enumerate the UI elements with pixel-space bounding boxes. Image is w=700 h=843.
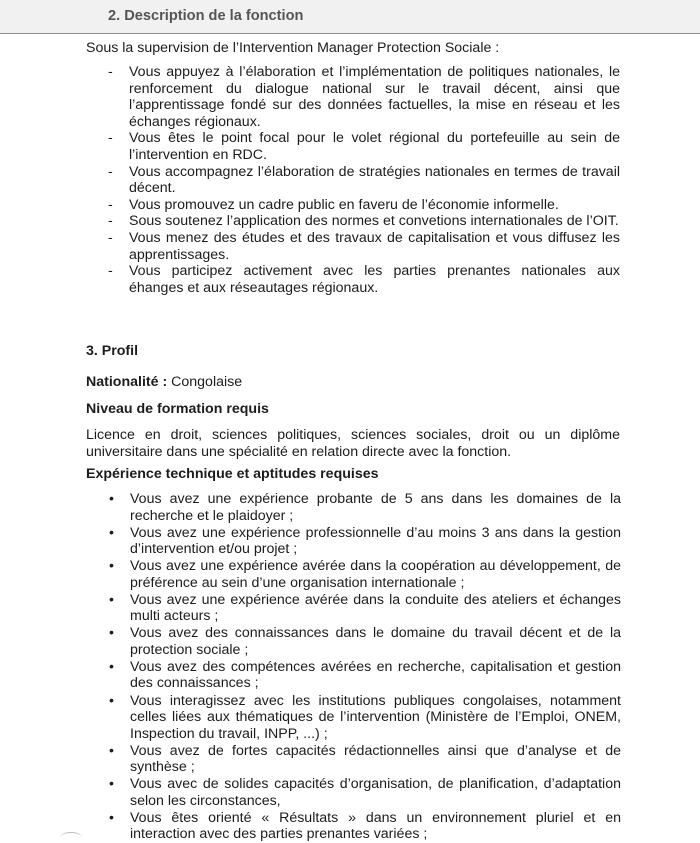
bullet-marker: • bbox=[109, 658, 114, 675]
responsibilities-list bbox=[0, 64, 700, 296]
bullet-marker: • bbox=[109, 742, 114, 759]
list-item: - Vous menez des études et des travaux de capitalisation et vous diffusez les apprentissages. bbox=[108, 229, 620, 263]
list-item: • Vous avez de fortes capacités rédactionnelles ainsi que d’analyse et de synthèse ; bbox=[109, 742, 621, 776]
list-item: • Vous interagissez avec les institutions publiques congolaises, notamment celles liées aux thématiques de l’intervention (Ministère de l’Emploi, ONEM, Inspection du travail, INPP, ...) ; bbox=[109, 692, 621, 742]
bullet-marker: • bbox=[109, 776, 114, 793]
experience-heading: Expérience technique et aptitudes requises bbox=[86, 466, 379, 482]
requirements-list bbox=[0, 491, 700, 843]
dash-marker: - bbox=[108, 163, 113, 180]
section-3-title: 3. Profil bbox=[86, 343, 139, 359]
list-item: • Vous avez une expérience avérée dans la conduite des ateliers et échanges multi acteurs ; bbox=[109, 591, 621, 625]
list-item: - Vous participez activement avec les parties prenantes nationales aux éhanges et aux réseautages régionaux. bbox=[108, 263, 620, 296]
bullet-marker: • bbox=[109, 524, 114, 541]
list-item: • Vous avez une expérience professionnelle d’au moins 3 ans dans la gestion d’intervention et/ou projet ; bbox=[109, 524, 621, 558]
dash-marker: - bbox=[108, 229, 113, 246]
bullet-marker: • bbox=[109, 625, 114, 642]
list-item: - Sous soutenez l’application des normes et convetions internationales de l’OIT. bbox=[108, 213, 619, 230]
list-item: • Vous avez des connaissances dans le domaine du travail décent et de la protection sociale ; bbox=[109, 625, 621, 658]
dash-marker: - bbox=[108, 263, 113, 280]
dash-marker: - bbox=[108, 64, 113, 80]
list-item: - Vous accompagnez l’élaboration de stratégies nationales en termes de travail décent. bbox=[108, 163, 620, 197]
supervision-intro: Sous la supervision de l’Intervention Manager Protection Sociale : bbox=[86, 40, 500, 56]
section-2-title: 2. Description de la fonction bbox=[108, 8, 304, 24]
bullet-marker: • bbox=[109, 558, 114, 575]
dash-marker: - bbox=[108, 196, 113, 213]
education-text: Licence en droit, sciences politiques, sciences sociales, droit ou un diplôme universitaire dans une spécialité en relation directe avec la fonction. bbox=[86, 427, 620, 460]
dash-marker: - bbox=[108, 130, 113, 147]
list-item: • Vous avez une expérience avérée dans la coopération au développement, de préférence au sein d’une organisation internationale ; bbox=[109, 558, 621, 591]
bullet-marker: • bbox=[109, 591, 114, 608]
scan-mark bbox=[60, 832, 82, 843]
bullet-marker: • bbox=[109, 692, 114, 709]
list-item: - Vous promouvez un cadre public en faveru de l’économie informelle. bbox=[108, 196, 559, 213]
section-2-header bbox=[0, 0, 700, 34]
bullet-marker: • bbox=[109, 491, 114, 507]
bullet-marker: • bbox=[109, 809, 114, 826]
nationality-line bbox=[86, 374, 242, 390]
education-heading: Niveau de formation requis bbox=[86, 401, 269, 417]
nationality-value: Congolaise bbox=[167, 374, 243, 390]
list-item: • Vous avec de solides capacités d’organisation, de planification, d’adaptation selon les circonstances, bbox=[109, 776, 621, 809]
list-item: • Vous avez des compétences avérées en recherche, capitalisation et gestion des connaissances ; bbox=[109, 658, 621, 692]
nationality-label: Nationalité : bbox=[86, 374, 168, 390]
list-item: - Vous appuyez à l’élaboration et l’implémentation de politiques nationales, le renforcement du dialogue national sur le travail décent, ainsi que l’apprentissage fondé sur des données factuelles, la mise en réseau et les échanges régionaux. bbox=[108, 64, 620, 130]
dash-marker: - bbox=[108, 213, 113, 230]
list-item: • Vous avez une expérience probante de 5 ans dans les domaines de la recherche et le plaidoyer ; bbox=[109, 491, 621, 524]
list-item: • Vous êtes orienté « Résultats » dans un environnement pluriel et en interaction avec des parties prenantes variées ; bbox=[109, 809, 621, 843]
list-item: - Vous êtes le point focal pour le volet régional du portefeuille au sein de l’intervention en RDC. bbox=[108, 130, 620, 163]
